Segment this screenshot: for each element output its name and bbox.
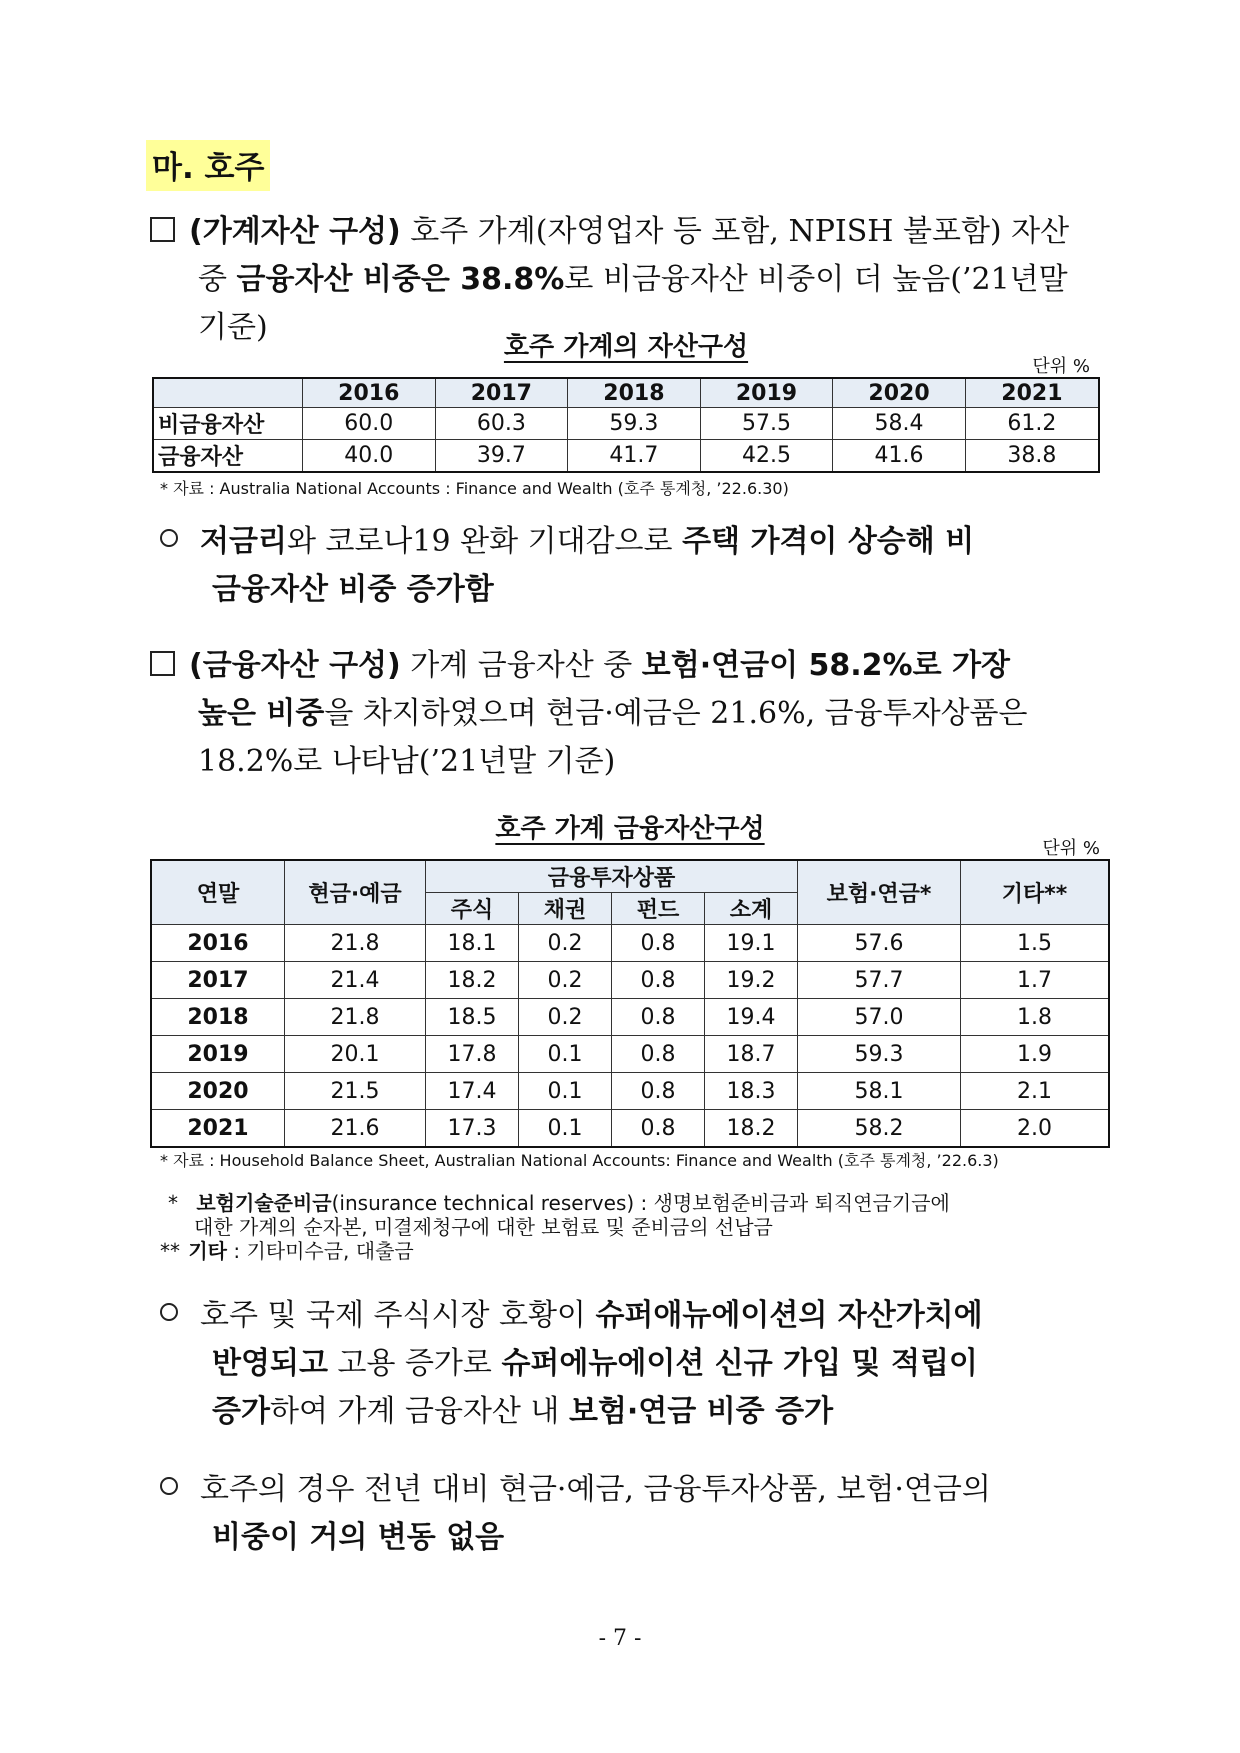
cell-insurance: 59.3 <box>798 1036 961 1073</box>
bullet3-text1: 호주의 경우 전년 대비 현금·예금, 금융투자상품, 보험·연금의 <box>200 1472 991 1507</box>
table-cell: 57.5 <box>700 408 833 440</box>
row-label: 금융자산 <box>153 440 303 473</box>
cell-other: 1.9 <box>961 1036 1110 1073</box>
bullet1-bold2: 주택 가격이 상승해 비 <box>682 524 975 559</box>
checkbox-square-icon <box>150 651 175 676</box>
header-stock: 주식 <box>426 893 519 925</box>
table1-source: * 자료 : Australia National Accounts : Finance and Wealth (호주 통계청, ’22.6.30) <box>160 479 789 498</box>
table-cell: 59.3 <box>568 408 701 440</box>
para2-bold2: 높은 비중 <box>198 696 325 731</box>
cell-stock: 17.8 <box>426 1036 519 1073</box>
cell-other: 1.7 <box>961 962 1110 999</box>
header-cash: 현금·예금 <box>285 860 426 925</box>
bullet1-bold1: 저금리 <box>200 524 287 559</box>
cell-insurance: 57.6 <box>798 925 961 962</box>
table-cell: 58.4 <box>833 408 966 440</box>
header-subtotal: 소계 <box>705 893 798 925</box>
table-row <box>153 440 1099 473</box>
cell-bond: 0.2 <box>519 999 612 1036</box>
table1-year-header: 2017 <box>435 378 568 408</box>
table-cell: 39.7 <box>435 440 568 473</box>
cell-subtotal: 19.4 <box>705 999 798 1036</box>
bullet2-text2: 고용 증가로 <box>327 1346 502 1381</box>
cell-fund: 0.8 <box>612 1036 705 1073</box>
table-row <box>151 1073 1109 1110</box>
bullet1-bold3: 금융자산 비중 증가함 <box>212 572 494 607</box>
cell-cash: 21.6 <box>285 1110 426 1148</box>
table2-unit: 단위 % <box>1042 838 1100 859</box>
table1-unit: 단위 % <box>1032 356 1090 377</box>
cell-year: 2018 <box>151 999 285 1036</box>
note-2-mark: ** <box>160 1239 180 1263</box>
financial-assets-table <box>150 859 1110 1148</box>
cell-other: 1.8 <box>961 999 1110 1036</box>
cell-fund: 0.8 <box>612 1073 705 1110</box>
cell-year: 2019 <box>151 1036 285 1073</box>
bullet1-text1: 와 코로나19 완화 기대감으로 <box>286 524 683 559</box>
footnotes <box>160 1191 1120 1263</box>
cell-stock: 18.1 <box>426 925 519 962</box>
header-other: 기타** <box>961 860 1110 925</box>
table1-year-header: 2018 <box>568 378 701 408</box>
cell-other: 2.0 <box>961 1110 1110 1148</box>
bullet3-bold1: 비중이 거의 변동 없음 <box>212 1520 505 1555</box>
para2-text2: 을 차지하였으며 현금·예금은 21.6%, 금융투자상품은 <box>324 696 1028 731</box>
note-2-bold: 기타 <box>188 1239 227 1263</box>
table1-year-header: 2016 <box>303 378 436 408</box>
cell-other: 1.5 <box>961 925 1110 962</box>
table1-title: 호주 가계의 자산구성 <box>503 332 749 362</box>
cell-year: 2021 <box>151 1110 285 1148</box>
cell-subtotal: 18.3 <box>705 1073 798 1110</box>
table-cell: 42.5 <box>700 440 833 473</box>
table1-year-header: 2021 <box>965 378 1099 408</box>
para2-text3: 18.2%로 나타남(’21년말 기준) <box>198 744 616 779</box>
cell-bond: 0.1 <box>519 1073 612 1110</box>
cell-subtotal: 18.2 <box>705 1110 798 1148</box>
row-label: 비금융자산 <box>153 408 303 440</box>
table-row <box>151 1110 1109 1148</box>
cell-bond: 0.2 <box>519 925 612 962</box>
cell-insurance: 58.2 <box>798 1110 961 1148</box>
bullet2-bold2: 반영되고 <box>212 1346 328 1381</box>
cell-subtotal: 18.7 <box>705 1036 798 1073</box>
table-row <box>151 962 1109 999</box>
cell-other: 2.1 <box>961 1073 1110 1110</box>
bullet-circle-icon <box>160 529 178 547</box>
bullet-low-rates <box>150 518 1100 614</box>
table-cell: 60.0 <box>303 408 436 440</box>
header-fund: 펀드 <box>612 893 705 925</box>
table-row <box>151 999 1109 1036</box>
household-assets-table <box>152 377 1100 473</box>
cell-year: 2016 <box>151 925 285 962</box>
header-insurance: 보험·연금* <box>798 860 961 925</box>
table-row <box>151 925 1109 962</box>
table-cell: 40.0 <box>303 440 436 473</box>
table2-source: * 자료 : Household Balance Sheet, Australian National Accounts: Finance and Wealth (호주 통계청, ’22.6.3) <box>160 1151 999 1170</box>
cell-insurance: 57.0 <box>798 999 961 1036</box>
bullet-circle-icon <box>160 1303 178 1321</box>
table1-year-header: 2020 <box>833 378 966 408</box>
cell-cash: 21.8 <box>285 925 426 962</box>
bullet-stock-market <box>150 1292 1100 1436</box>
bullet2-bold3: 슈퍼에뉴에이션 신규 가입 및 적립이 <box>501 1346 978 1381</box>
cell-cash: 21.5 <box>285 1073 426 1110</box>
cell-fund: 0.8 <box>612 1110 705 1148</box>
note-2 <box>160 1239 1120 1263</box>
cell-year: 2017 <box>151 962 285 999</box>
table1-corner <box>153 378 303 408</box>
checkbox-square-icon <box>150 217 175 242</box>
para2-bold1: 보험·연금이 58.2%로 가장 <box>641 648 1010 683</box>
para2-lead: (금융자산 구성) <box>189 648 401 683</box>
cell-cash: 21.4 <box>285 962 426 999</box>
note-1-bold: 보험기술준비금 <box>196 1191 332 1215</box>
cell-fund: 0.8 <box>612 962 705 999</box>
table-cell: 41.7 <box>568 440 701 473</box>
cell-stock: 18.2 <box>426 962 519 999</box>
table-cell: 60.3 <box>435 408 568 440</box>
para1-text1: 호주 가계(자영업자 등 포함, NPISH 불포함) 자산 <box>400 214 1070 249</box>
bullet2-text1: 호주 및 국제 주식시장 호황이 <box>200 1298 596 1333</box>
cell-insurance: 58.1 <box>798 1073 961 1110</box>
cell-insurance: 57.7 <box>798 962 961 999</box>
cell-subtotal: 19.2 <box>705 962 798 999</box>
header-bond: 채권 <box>519 893 612 925</box>
note-1-cont: 대한 가계의 순자본, 미결제청구에 대한 보험료 및 준비금의 선납금 <box>194 1215 773 1239</box>
bullet2-bold5: 보험·연금 비중 증가 <box>568 1394 834 1429</box>
para1-lead: (가계자산 구성) <box>189 214 401 249</box>
table-row <box>153 408 1099 440</box>
bullet2-text3: 하여 가계 금융자산 내 <box>269 1394 569 1429</box>
cell-stock: 17.3 <box>426 1110 519 1148</box>
table2-header-row <box>151 860 1109 893</box>
cell-stock: 17.4 <box>426 1073 519 1110</box>
page-number: - 7 - <box>598 1626 642 1651</box>
table-cell: 38.8 <box>965 440 1099 473</box>
header-invest: 금융투자상품 <box>426 860 798 893</box>
section-heading: 마. 호주 <box>146 140 270 191</box>
table-cell: 61.2 <box>965 408 1099 440</box>
note-1 <box>160 1191 1120 1215</box>
table1-year-header: 2019 <box>700 378 833 408</box>
cell-fund: 0.8 <box>612 999 705 1036</box>
cell-bond: 0.1 <box>519 1036 612 1073</box>
cell-cash: 21.8 <box>285 999 426 1036</box>
cell-year: 2020 <box>151 1073 285 1110</box>
note-1-text: (insurance technical reserves) : 생명보험준비금과 퇴직연금기금에 <box>331 1191 950 1215</box>
cell-stock: 18.5 <box>426 999 519 1036</box>
paragraph-financial-assets <box>150 642 1100 786</box>
cell-cash: 20.1 <box>285 1036 426 1073</box>
note-2-text: : 기타미수금, 대출금 <box>227 1239 414 1263</box>
cell-bond: 0.2 <box>519 962 612 999</box>
header-year: 연말 <box>151 860 285 925</box>
para1-text2a: 중 <box>198 262 237 297</box>
table-cell: 41.6 <box>833 440 966 473</box>
cell-subtotal: 19.1 <box>705 925 798 962</box>
bullet-no-change <box>150 1466 1100 1562</box>
bullet2-bold4: 증가 <box>212 1394 270 1429</box>
cell-fund: 0.8 <box>612 925 705 962</box>
table2-title: 호주 가계 금융자산구성 <box>495 814 765 844</box>
note-1-mark: * <box>168 1191 178 1215</box>
para2-text1: 가계 금융자산 중 <box>400 648 642 683</box>
table1-header-row <box>153 378 1099 408</box>
bullet2-bold1: 슈퍼애뉴에이션의 자산가치에 <box>595 1298 983 1333</box>
para1-bold: 금융자산 비중은 38.8% <box>236 262 565 297</box>
para1-text2b: 로 비금융자산 비중이 더 높음(’21년말 기준) <box>198 262 1068 345</box>
cell-bond: 0.1 <box>519 1110 612 1148</box>
bullet-circle-icon <box>160 1477 178 1495</box>
table-row <box>151 1036 1109 1073</box>
